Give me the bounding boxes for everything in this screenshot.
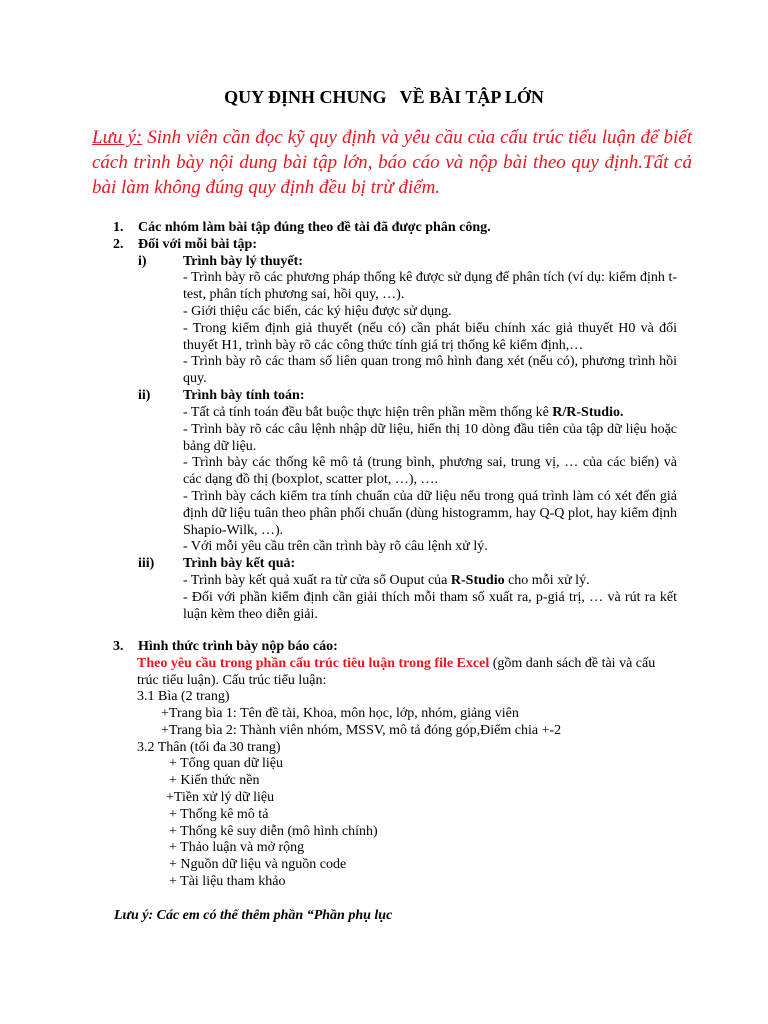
sub-ii-paragraph-4: - Trình bày cách kiểm tra tính chuẩn của dữ liệu nếu trong quá trình làm có xét đến giả định dữ liệu tuân theo phân phối chuẩn (dùng histogramm, hay Q-Q plot, hay kiểm định Shapio-Wilk, …). bbox=[183, 489, 677, 538]
warning-lead: Lưu ý: bbox=[92, 127, 143, 148]
sub-iii-heading: Trình bày kết quả: bbox=[183, 556, 296, 571]
item-3-number: 3. bbox=[113, 639, 124, 654]
warning-text: Sinh viên cần đọc kỹ quy định và yêu cầu của cấu trúc tiểu luận để biết cách trình bày nội dung bài tập lớn, báo cáo và nộp bài theo quy định.Tất cả bài làm không đúng quy định đều bị trừ điểm. bbox=[92, 127, 692, 198]
item-3-heading: Hình thức trình bày nộp báo cáo: bbox=[138, 639, 338, 654]
sub-i-label: i) bbox=[138, 254, 147, 269]
sub-i-heading: Trình bày lý thuyết: bbox=[183, 254, 303, 269]
sub-iii-label: iii) bbox=[138, 556, 155, 571]
sub-i-paragraph-2: - Giới thiệu các biến, các ký hiệu được sử dụng. bbox=[183, 304, 452, 319]
sub-i-paragraph-3: - Trong kiểm định giả thuyết (nếu có) cần phát biểu chính xác giả thuyết H0 và đối thuyết H1, trình bày rõ các công thức tính giá trị thống kê kiểm định,… bbox=[183, 321, 677, 353]
sub-iii-p1-text: - Trình bày kết quả xuất ra từ cửa sổ Ouput của bbox=[183, 573, 451, 588]
item-2-number: 2. bbox=[113, 237, 124, 252]
structure-line-11: + Nguồn dữ liệu và nguồn code bbox=[169, 857, 347, 872]
page-title: QUY ĐỊNH CHUNG VỀ BÀI TẬP LỚN bbox=[224, 87, 544, 107]
structure-line-10: + Thảo luận và mở rộng bbox=[169, 840, 305, 855]
structure-line-6: + Kiến thức nền bbox=[169, 773, 260, 788]
structure-line-2: +Trang bìa 1: Tên đề tài, Khoa, môn học, lớp, nhóm, giảng viên bbox=[161, 706, 519, 721]
item-1-number: 1. bbox=[113, 220, 124, 235]
sub-ii-paragraph-3: - Trình bày các thống kê mô tả (trung bình, phương sai, trung vị, … của các biến) và các dạng đồ thị (boxplot, scatter plot, …), …. bbox=[183, 455, 677, 487]
item-1-text: Các nhóm làm bài tập đúng theo đề tài đã được phân công. bbox=[138, 220, 491, 235]
sub-ii-paragraph-1 bbox=[183, 404, 677, 421]
item-3-paragraph bbox=[137, 655, 677, 689]
sub-ii-paragraph-5: - Với mỗi yêu cầu trên cần trình bày rõ câu lệnh xử lý. bbox=[183, 539, 488, 554]
sub-ii-label: ii) bbox=[138, 388, 151, 403]
sub-iii-paragraph-2: - Đối với phần kiểm định cần giải thích mỗi tham số xuất ra, p-giá trị, … và rút ra kết luận kèm theo diễn giải. bbox=[183, 590, 677, 622]
sub-ii-heading: Trình bày tính toán: bbox=[183, 388, 305, 403]
structure-line-1: 3.1 Bìa (2 trang) bbox=[137, 689, 230, 704]
bottom-note: Lưu ý: Các em có thể thêm phần “Phần phụ lục bbox=[114, 908, 393, 923]
item-2-text: Đối với mỗi bài tập: bbox=[138, 237, 257, 252]
structure-line-12: + Tài liệu tham khảo bbox=[169, 874, 286, 889]
structure-line-5: + Tổng quan dữ liệu bbox=[169, 756, 283, 771]
sub-i-paragraph-1: - Trình bày rõ các phương pháp thống kê được sử dụng để phân tích (ví dụ: kiểm định t-test, phân tích phương sai, hồi quy, …). bbox=[183, 270, 677, 302]
structure-line-8: + Thống kê mô tả bbox=[169, 807, 269, 822]
sub-ii-paragraph-2: - Trình bày rõ các câu lệnh nhập dữ liệu, hiển thị 10 dòng đầu tiên của tập dữ liệu hoặc bảng dữ liệu. bbox=[183, 422, 677, 454]
warning-note bbox=[92, 125, 692, 200]
sub-iii-p1-tail: cho mỗi xử lý. bbox=[504, 573, 590, 588]
structure-line-7: +Tiền xử lý dữ liệu bbox=[166, 790, 275, 805]
sub-ii-p1-text: - Tất cả tính toán đều bắt buộc thực hiện trên phần mềm thống kê bbox=[183, 405, 553, 420]
sub-iii-p1-software: R-Studio bbox=[450, 573, 505, 588]
structure-line-4: 3.2 Thân (tối đa 30 trang) bbox=[137, 740, 281, 755]
structure-line-9: + Thống kê suy diễn (mô hình chính) bbox=[169, 824, 378, 839]
sub-ii-p1-software: R/R-Studio. bbox=[552, 405, 624, 420]
item-3-red-text: Theo yêu cầu trong phần cấu trúc tiêu luận trong file Excel bbox=[137, 656, 490, 671]
sub-i-paragraph-4: - Trình bày rõ các tham số liên quan trong mô hình đang xét (nếu có), phương trình hồi quy. bbox=[183, 354, 677, 386]
item-3-text: (gồm danh sách đề tài và cấu trúc tiểu luận). Cấu trúc tiểu luận: bbox=[137, 656, 656, 688]
sub-iii-paragraph-1 bbox=[183, 572, 677, 589]
structure-line-3: +Trang bìa 2: Thành viên nhóm, MSSV, mô tả đóng góp,Điểm chia +-2 bbox=[161, 723, 562, 738]
